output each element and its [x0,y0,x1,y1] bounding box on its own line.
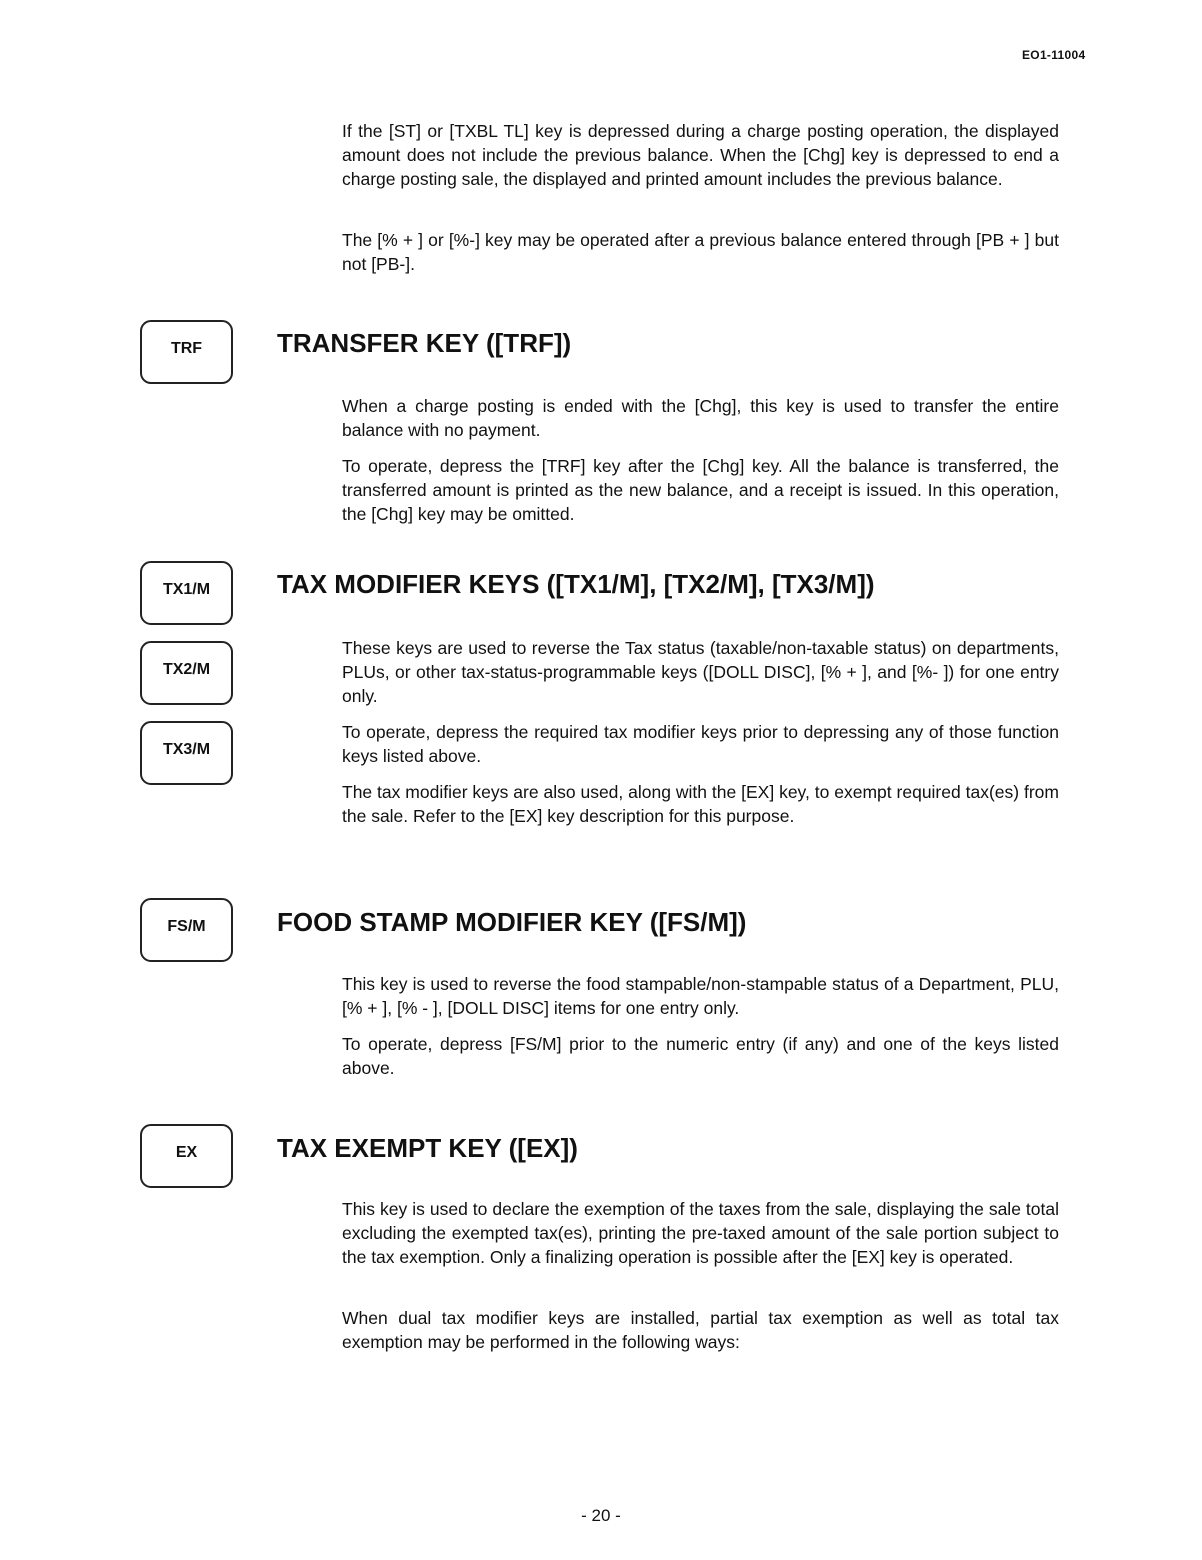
transfer-paragraph-2: To operate, depress the [TRF] key after the [Chg] key. All the balance is transferred, the transferred amount is printed as the new balance, and a receipt is issued. In this operation, the [Chg] key may be omitted. [342,456,1059,525]
intro-paragraph-1: If the [ST] or [TXBL TL] key is depressed during a charge posting operation, the displayed amount does not include the previous balance. When the [Chg] key is depressed to end a charge posting sale, the displayed and printed amount includes the previous balance. [342,121,1059,190]
tax-modifier-paragraph-2: To operate, depress the required tax modifier keys prior to depressing any of those function keys listed above. [342,722,1059,767]
document-code: EO1-11004 [1022,48,1086,62]
tx1m-key-icon: TX1/M [140,561,233,625]
section-heading-tax-modifier-keys: TAX MODIFIER KEYS ([TX1/M], [TX2/M], [TX3/M]) [277,569,875,599]
section-heading-tax-exempt-key: TAX EXEMPT KEY ([EX]) [277,1133,578,1163]
food-stamp-paragraph-1: This key is used to reverse the food stampable/non-stampable status of a Department, PLU, [% + ], [% - ], [DOLL DISC] items for one entry only. [342,974,1059,1019]
section-heading-food-stamp-modifier-key: FOOD STAMP MODIFIER KEY ([FS/M]) [277,907,747,937]
tax-exempt-paragraph-2: When dual tax modifier keys are installed, partial tax exemption as well as total tax exemption may be performed in the following ways: [342,1308,1059,1353]
tax-exempt-paragraph-1: This key is used to declare the exemption of the taxes from the sale, displaying the sale total excluding the exempted tax(es), printing the pre-taxed amount of the sale portion subject to the tax exemption. Only a finalizing operation is possible after the [EX] key is operated. [342,1199,1059,1268]
section-heading-transfer-key: TRANSFER KEY ([TRF]) [277,328,572,358]
transfer-paragraph-1: When a charge posting is ended with the [Chg], this key is used to transfer the entire balance with no payment. [342,396,1059,441]
food-stamp-paragraph-2: To operate, depress [FS/M] prior to the numeric entry (if any) and one of the keys listed above. [342,1034,1059,1079]
tx2m-key-icon: TX2/M [140,641,233,705]
tx3m-key-icon: TX3/M [140,721,233,785]
ex-key-icon: EX [140,1124,233,1188]
tax-modifier-paragraph-3: The tax modifier keys are also used, along with the [EX] key, to exempt required tax(es) from the sale. Refer to the [EX] key description for this purpose. [342,782,1059,827]
trf-key-icon: TRF [140,320,233,384]
intro-paragraph-2: The [% + ] or [%-] key may be operated after a previous balance entered through [PB + ] but not [PB-]. [342,230,1059,275]
fsm-key-icon: FS/M [140,898,233,962]
page-number: - 20 - [581,1506,621,1525]
tax-modifier-paragraph-1: These keys are used to reverse the Tax status (taxable/non-taxable status) on departments, PLUs, or other tax-status-programmable keys ([DOLL DISC], [% + ], and [%- ]) for one entry only. [342,638,1059,707]
